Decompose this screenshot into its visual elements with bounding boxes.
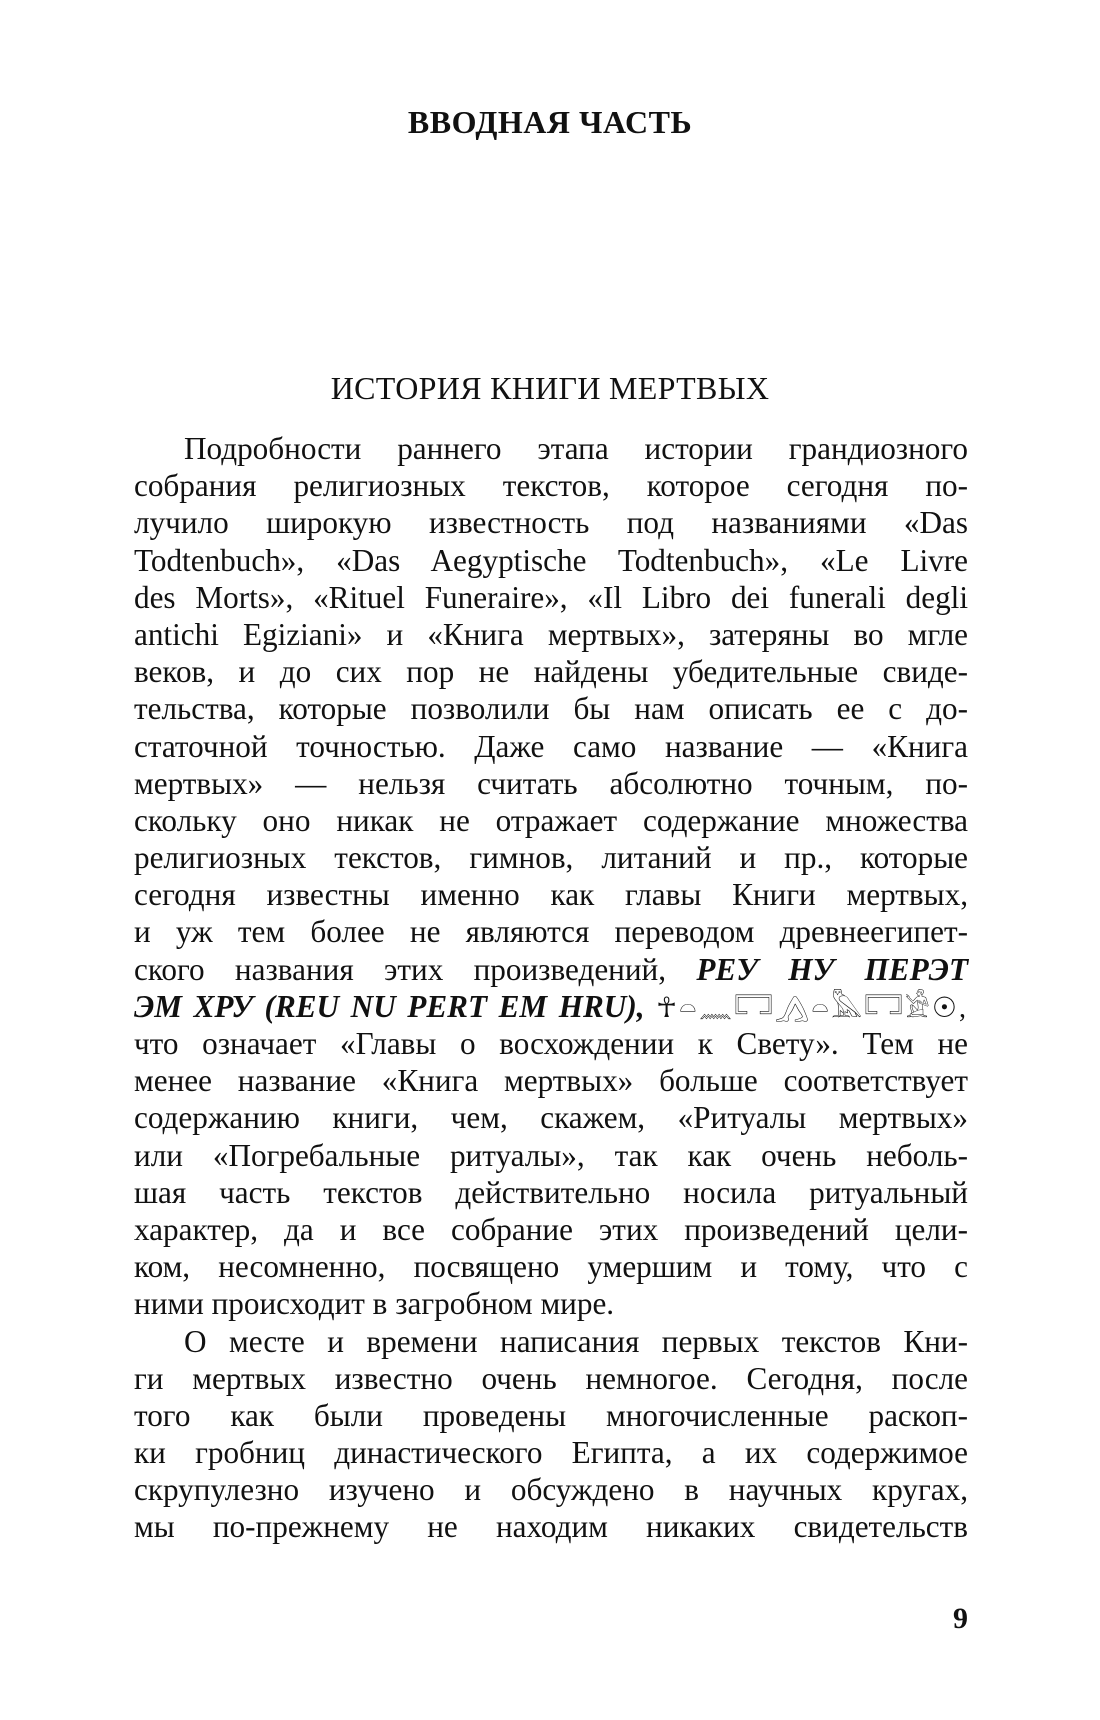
text-line: мертвых» — нельзя считать абсолютно точным, по-	[134, 765, 968, 801]
text-line: сегодня известны именно как главы Книги мертвых,	[134, 877, 968, 913]
text-line: antichi Egiziani» и «Книга мертвых», затеряны во мгле	[134, 616, 968, 652]
text-line: Todtenbuch», «Das Aegyptische Todtenbuch», «Le Livre	[134, 542, 968, 578]
inline-text: ского названия этих произведений,	[134, 951, 697, 987]
text-line: характер, да и все собрание этих произведений цели-	[134, 1211, 968, 1247]
text-line: собрания религиозных текстов, которое сегодня по-	[134, 468, 968, 504]
text-line: статочной точностью. Даже само название — «Книга	[134, 728, 968, 764]
text-line: того как были проведены многочисленные раскоп-	[134, 1397, 968, 1433]
text-line: религиозных текстов, гимнов, литаний и пр., которые	[134, 840, 968, 876]
text-line: скольку оно никак не отражает содержание множества	[134, 802, 968, 838]
text-line: тельства, которые позволили бы нам описать ее с до-	[134, 691, 968, 727]
page-number: 9	[953, 1602, 968, 1635]
text-line: des Morts», «Rituel Funeraire», «Il Libro dei funerali degli	[134, 579, 968, 615]
paragraph	[134, 430, 968, 1323]
text-line: шая часть текстов действительно носила ритуальный	[134, 1174, 968, 1210]
text-line: лучило широкую известность под названиями «Das	[134, 505, 968, 541]
text-line: ком, несомненно, посвящено умершим и тому, что с	[134, 1249, 968, 1285]
text-line: О месте и времени написания первых текстов Кни-	[184, 1323, 968, 1359]
paragraph	[134, 1323, 968, 1546]
text-line: содержанию книги, чем, скажем, «Ритуалы мертвых»	[134, 1100, 968, 1136]
chapter-title: ИСТОРИЯ КНИГИ МЕРТВЫХ	[330, 370, 770, 406]
text-line	[134, 951, 968, 988]
part-title: ВВОДНАЯ ЧАСТЬ	[407, 104, 693, 140]
hieroglyphs-icon: ☥𓏏𓈖𓉐𓂻𓏏𓅓𓉐𓀀☉,	[656, 992, 968, 1024]
text-line: что означает «Главы о восхождении к Свету». Тем не	[134, 1026, 968, 1061]
text-line: ки гробниц династического Египта, а их содержимое	[134, 1435, 968, 1471]
text-line: менее название «Книга мертвых» больше соответствует	[134, 1063, 968, 1099]
text-line: и уж тем более не являются переводом древнеегипет-	[134, 914, 968, 950]
text-line: мы по-прежнему не находим никаких свидетельств	[134, 1509, 968, 1545]
body-text	[134, 430, 968, 1546]
title-transliteration-en: ЭМ ХРУ (REU NU PERT EM HRU),	[134, 988, 657, 1024]
text-line: ги мертвых известно очень немногое. Сегодня, после	[134, 1360, 968, 1396]
text-line: скрупулезно изучено и обсуждено в научных кругах,	[134, 1472, 968, 1508]
text-line: или «Погребальные ритуалы», так как очень неболь-	[134, 1137, 968, 1173]
text-line: Подробности раннего этапа истории грандиозного	[184, 431, 968, 466]
text-line	[134, 988, 968, 1025]
text-line: веков, и до сих пор не найдены убедительные свиде-	[134, 654, 968, 690]
title-transliteration-ru: РЕУ НУ ПЕРЭТ	[696, 951, 968, 987]
text-line: ними происходит в загробном мире.	[134, 1286, 615, 1322]
